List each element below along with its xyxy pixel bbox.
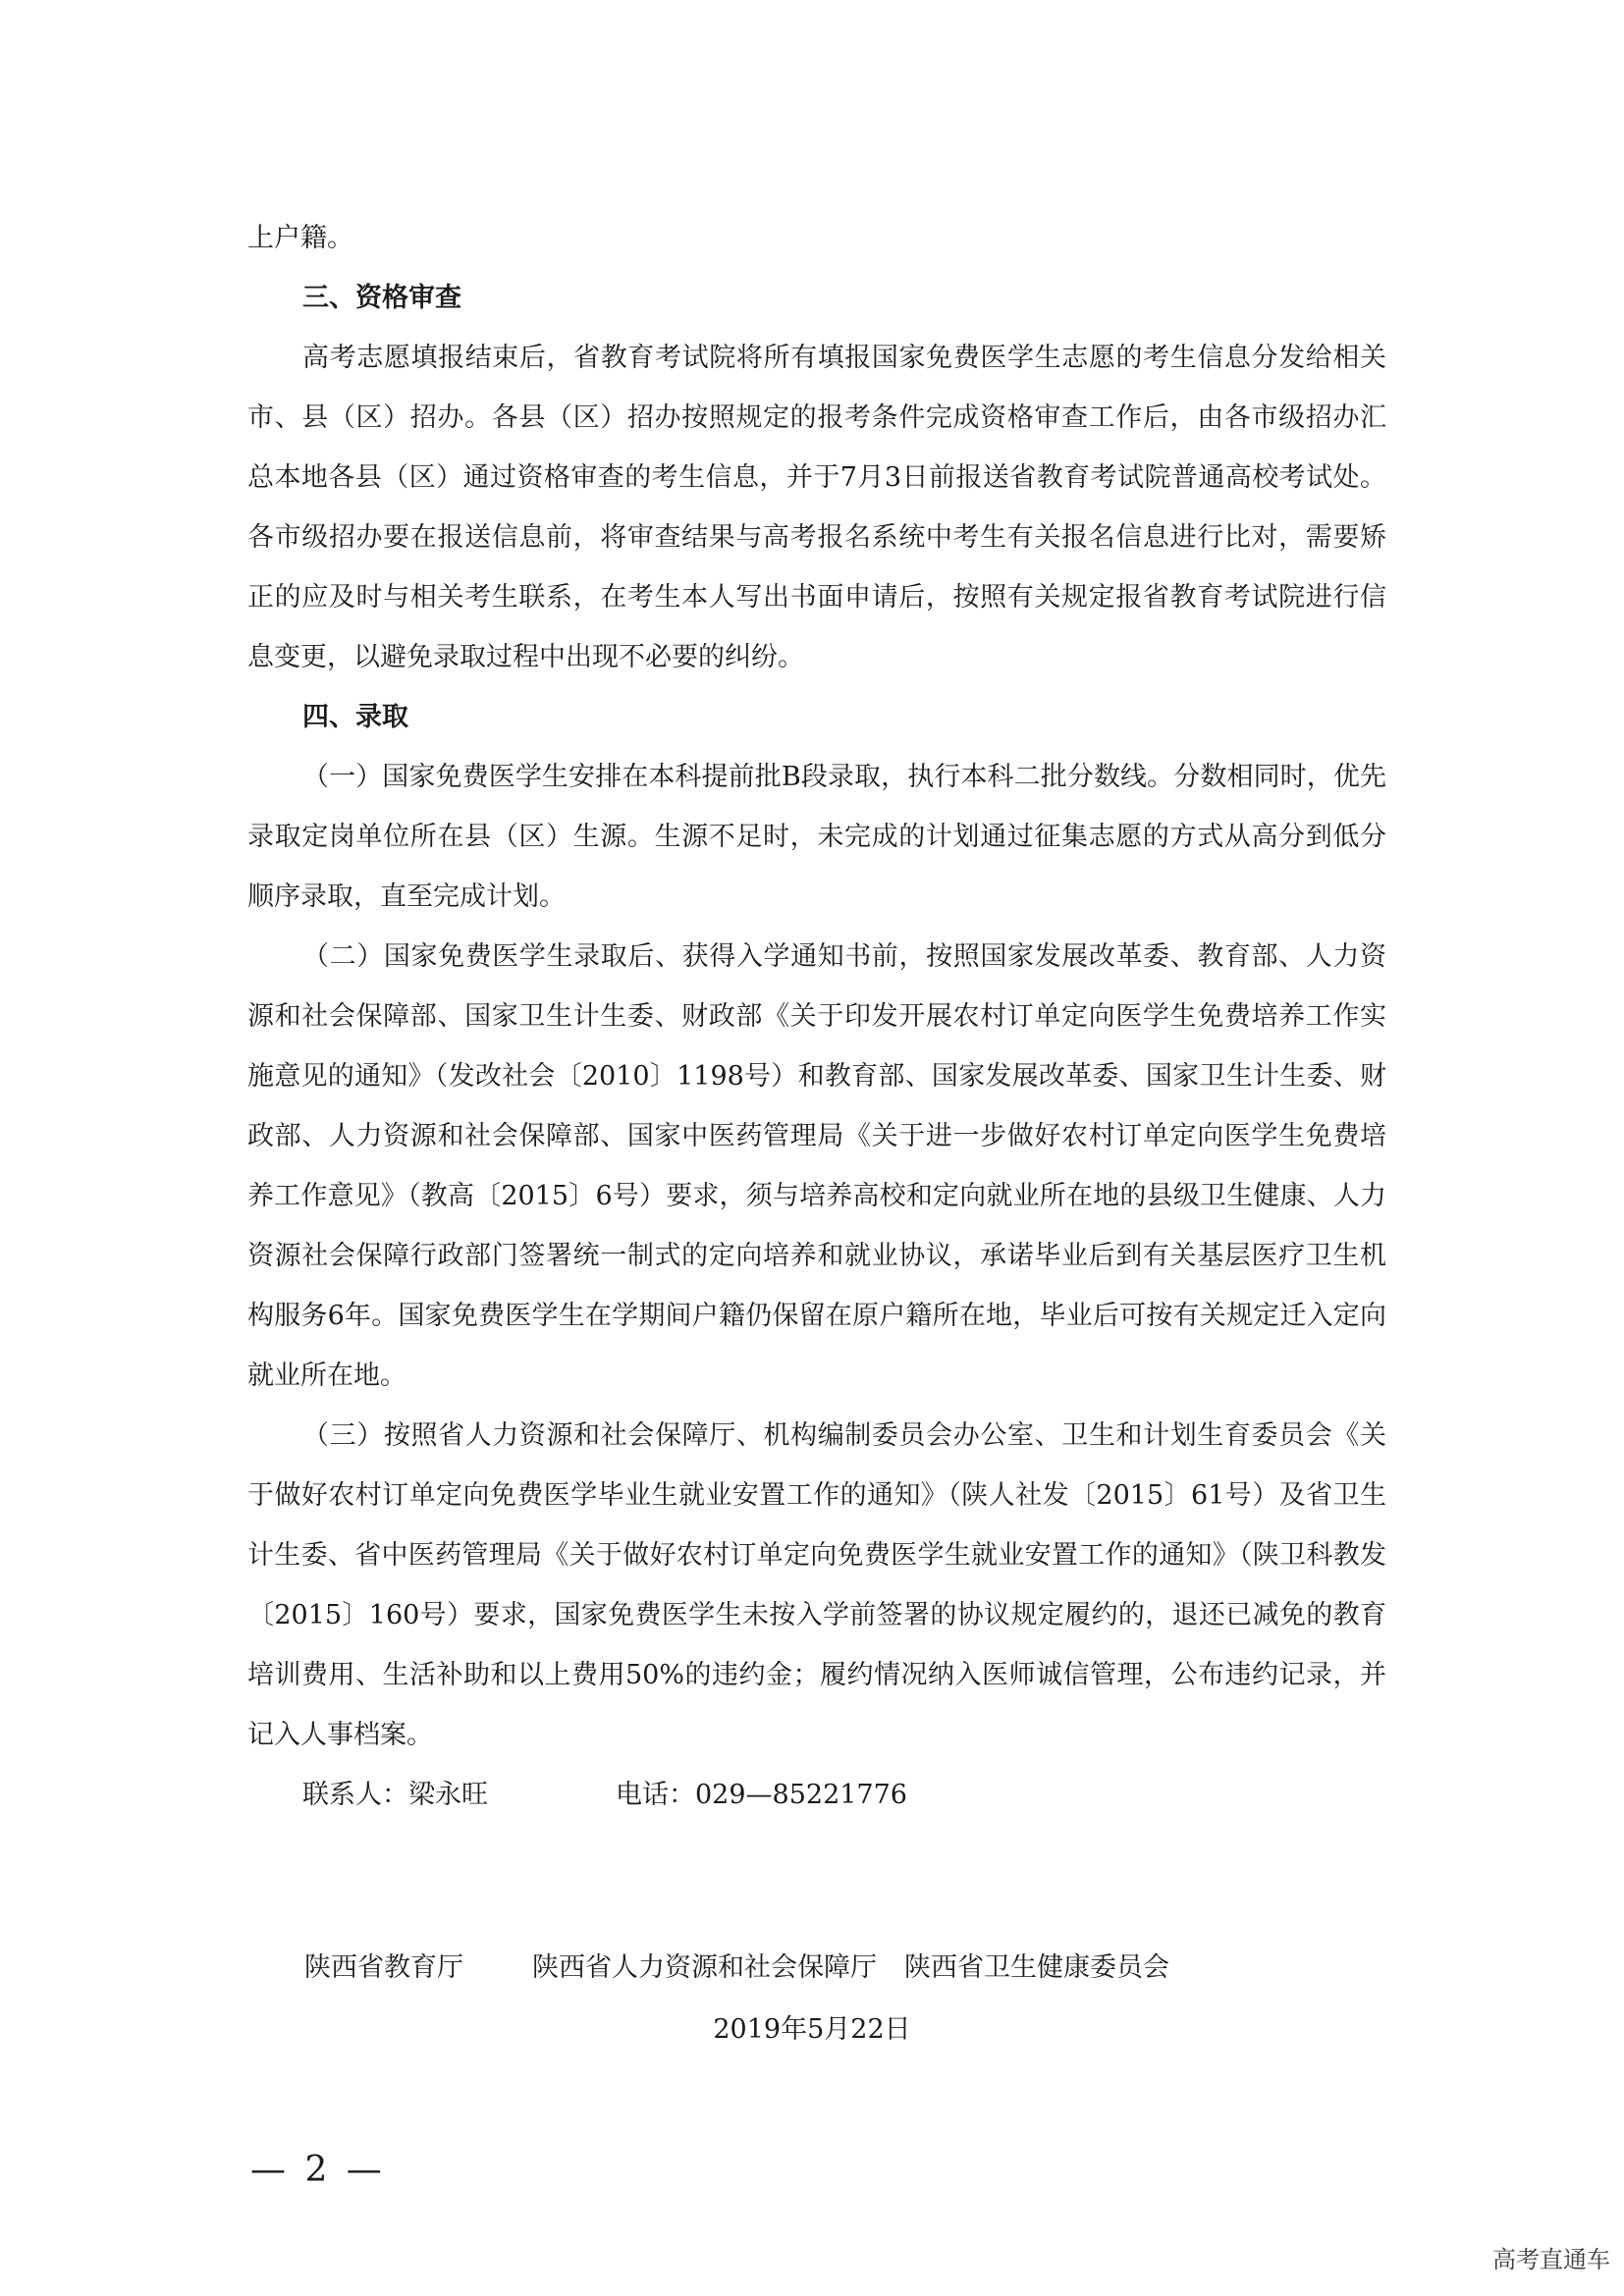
admission-item-2: （二）国家免费医学生录取后、获得入学通知书前，按照国家发展改革委、教育部、人力资源和社会保障部、国家卫生计生委、财政部《关于印发开展农村订单定向医学生免费培养工作实施意见的通知》（发改社会〔2010〕1198号）和教育部、国家发展改革委、国家卫生计生委、财政部、人力资源和社会保障部、国家中医药管理局《关于进一步做好农村订单定向医学生免费培养工作意见》（教高〔2015〕6号）要求，须与培养高校和定向就业所在地的县级卫生健康、人力资源社会保障行政部门签署统一制式的定向培养和就业协议，承诺毕业后到有关基层医疗卫生机构服务6年。国家免费医学生在学期间户籍仍保留在原户籍所在地，毕业后可按有关规定迁入定向就业所在地。 — [247, 941, 1386, 1391]
contact-line — [247, 1765, 1386, 1825]
page-number: — 2 — — [250, 2150, 386, 2190]
section-heading-qualification-review: 三、资格审查 — [302, 283, 461, 313]
signer-health-commission: 陕西省卫生健康委员会 — [904, 1952, 1169, 1983]
signer-human-resources-department: 陕西省人力资源和社会保障厅 — [532, 1952, 877, 1983]
contact-phone: 电话：029—85221776 — [616, 1780, 907, 1810]
section-paragraph-qualification-review: 高考志愿填报结束后，省教育考试院将所有填报国家免费医学生志愿的考生信息分发给相关市、县（区）招办。各县（区）招办按照规定的报考条件完成资格审查工作后，由各市级招办汇总本地各县（区）通过资格审查的考生信息，并于7月3日前报送省教育考试院普通高校考试处。各市级招办要在报送信息前，将审查结果与高考报名系统中考生有关报名信息进行比对，需要矫正的应及时与相关考生联系，在考生本人写出书面申请后，按照有关规定报省教育考试院进行信息变更，以避免录取过程中出现不必要的纠纷。 — [247, 343, 1386, 672]
section-heading-admission: 四、录取 — [302, 702, 408, 732]
contact-person: 联系人：梁永旺 — [302, 1780, 488, 1810]
issue-date: 2019年5月22日 — [713, 2014, 911, 2045]
signing-organizations — [304, 1949, 1384, 1988]
intro-line: 上户籍。 — [247, 223, 353, 253]
signer-education-department: 陕西省教育厅 — [304, 1952, 463, 1983]
watermark: 高考直通车 — [1492, 2246, 1610, 2273]
admission-item-3: （三）按照省人力资源和社会保障厅、机构编制委员会办公室、卫生和计划生育委员会《关于做好农村订单定向免费医学毕业生就业安置工作的通知》（陕人社发〔2015〕61号）及省卫生计生委、省中医药管理局《关于做好农村订单定向免费医学生就业安置工作的通知》（陕卫科教发〔2015〕160号）要求，国家免费医学生未按入学前签署的协议规定履约的，退还已减免的教育培训费用、生活补助和以上费用50%的违约金；履约情况纳入医师诚信管理，公布违约记录，并记入人事档案。 — [247, 1420, 1386, 1750]
document-body — [247, 208, 1386, 1825]
admission-item-1: （一）国家免费医学生安排在本科提前批B段录取，执行本科二批分数线。分数相同时，优先录取定岗单位所在县（区）生源。生源不足时，未完成的计划通过征集志愿的方式从高分到低分顺序录取，直至完成计划。 — [247, 762, 1386, 912]
